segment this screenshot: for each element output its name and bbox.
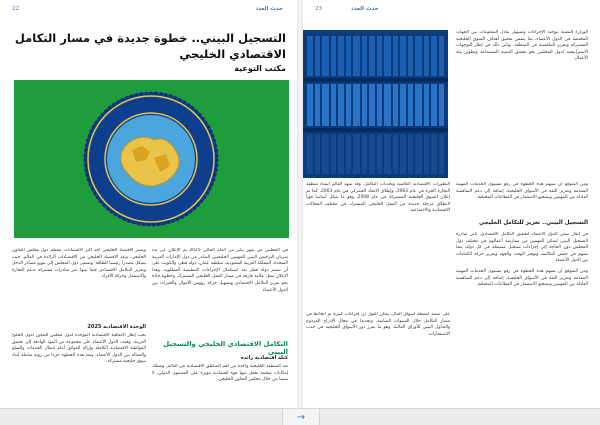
right-page-lower-column [456,232,588,402]
article-title: التسجيل البيني.. خطوة جديدة في مسار التكامل الاقتصادي الخليجي [14,31,286,61]
right-page-side-column [306,182,450,306]
paragraph: في المجلس من شهر يناير من العام الحالي 2025 تم الإعلان عن بدء سريان الترخيص البيني للمهنيين الخليجيين الصادر من دول الإمارات العربية المتحدة، المملكة العربية السعودية، سلطنة عمان، دولة قطر، والكويت على أن تتضم دولة قطر بعد استكمال الإجراءات التنظيمية المطلوبة. وهذا الإعلان يمثل علامة فارقة في مسار العمل الخليجي المشترك، وخطوة جادة نحو تعزيز التكامل الاقتصادي وتسهيل حركة رؤوس الأموال والخبرات بين الدول الأعضاء. [152,248,288,293]
paragraph: الوزارة المعنية بتوحيد الإجراءات وتسهيل تبادل المعلومات بين الجهات المختصة في الدول الأعضاء، بما يضمن تحقيق أهداف السوق الخليجية المشتركة وتعزيز التنافسية في المنطقة. ويأتي ذلك في إطار التوجهات الاستراتيجية لدول المجلس نحو تحقيق التنمية المستدامة وتطوير بيئة الأعمال. [456,30,588,62]
right-page-middle-column [456,182,588,218]
left-page-left-column-2 [12,333,146,405]
paragraph: على صعيد أنشطة أسواق المال، يمكن القول إن إجراءات كثيرة تم اتخاذها في مسار التكامل خلال السنوات السابقة، وتحديدا في مجال الإدراج المزدوج والتداول البيني للأوراق المالية، وهو ما يعزز دور الأسواق الخليجية في جذب الاستثمارات. [306,312,450,337]
gcc-emblem-icon [14,80,289,238]
paragraph: ويعتبر الاقتصاد الخليجي أحد أكبر الاقتصادات معظم دول مجلس التعاون الخليجي، ويعد الاقتصاد الخليجي من الاقتصادات الرائدة في العالم، حيث يشكل مصدرا رئيسيا للطاقة. وتسعى دول المجلس إلى تنويع مصادر الدخل وتعزيز التكامل الاقتصادي فيما بينها عبر مبادرات مشتركة تدعم التجارة والاستثمار وحركة الأفراد. [12,248,146,280]
left-page-right-column [152,248,288,334]
paragraph: تحت إطار الاتفاقية الاقتصادية الموحدة لدول مجلس التعاون لدول الخليج العربية، وقعت الدول الأعضاء على مجموعة من البنود الهادفة إلى تحقيق المواطنة الاقتصادية الكاملة وإزالة العوائق أمام انتقال الخدمات والسلع والعمالة بين الدول الأعضاء، وتعد هذه الخطوة جزءا من رؤية شاملة لبناء سوق خليجية مشتركة. [12,333,146,365]
viewer-navigation-bar [0,408,600,425]
right-page-side-column-2 [306,312,450,404]
paragraph: في إطار سعي الدول الأعضاء لتحقيق التكامل الاقتصادي، تأتي مبادرة التسجيل البيني لتمكن المهنيين من ممارسة أعمالهم في مختلف دول المجلس دون الحاجة إلى إجراءات تسجيل مستقلة في كل دولة، مما يسهم في خفض التكاليف وتوفير الوقت والجهد وتعزيز حركة الكفاءات بين الدول الأعضاء. [456,232,588,264]
next-page-button[interactable] [282,409,320,425]
paragraph: التطورات الاقتصادية العالمية وتحديات التكامل، وقد شهد العالم انشاء منطقة التجارة الحرة في عام 1983، وإطلاق الاتحاد الجمركي في عام 2003، كما تم إعلان السوق الخليجية المشتركة في عام 2008، وهو ما شكل أساسا قويا لانطلاق مرحلة جديدة من العمل الخليجي المشترك في مختلف المجالات الاقتصادية والاجتماعية. [306,182,450,214]
article-author: مكتب التوعية [234,64,286,73]
paragraph: ومن المتوقع أن تسهم هذه الخطوة في رفع مستوى الخدمات المهنية المقدمة وتعزيز الثقة في الأسواق الخليجية، إضافة إلى دعم المنافسة العادلة بين المهنيين وتشجيع الاستثمار في القطاعات المختلفة. [456,182,588,201]
gcc-emblem-image [14,80,289,238]
page-number-left: 22 [12,6,19,12]
books-shelf-image [303,30,448,178]
section-heading: التكامل الاقتصادي الخليجي والتسجيل البيني [163,340,288,356]
left-page-left-column [12,248,146,320]
paragraph: تعد المنطقة الخليجية واحدة من أهم المناطق الاقتصادية في العالم، وتمتلك إمكانات ضخمة تجعل منها قوة اقتصادية مؤثرة على المستوى الدولي، لا سيما من خلال مجلس التعاون الخليجي. [152,364,288,383]
page-number-right: 23 [315,6,322,12]
arrow-right-icon: → [296,411,306,423]
paragraph: ومن المتوقع أن تسهم هذه الخطوة في رفع مستوى الخدمات المهنية المقدمة وتعزيز الثقة في الأسواق الخليجية، إضافة إلى دعم المنافسة العادلة بين المهنيين وتشجيع الاستثمار في القطاعات المختلفة. [456,268,588,288]
right-page-top-column [456,30,588,180]
section-label-right: حدث العدد [351,6,379,12]
bookshelf-photo-icon [303,30,448,178]
section-subheading-2: الوحدة الاقتصادية 2025 [87,324,146,330]
left-page-right-column-2 [152,364,288,404]
left-page [0,0,297,408]
right-section-heading: التسجيل البيني.. تعزيز للتكامل الخليجي [479,220,588,226]
section-label-left: حدث العدد [255,6,283,12]
section-subheading: كتلة اقتصادية رائدة [240,355,288,361]
